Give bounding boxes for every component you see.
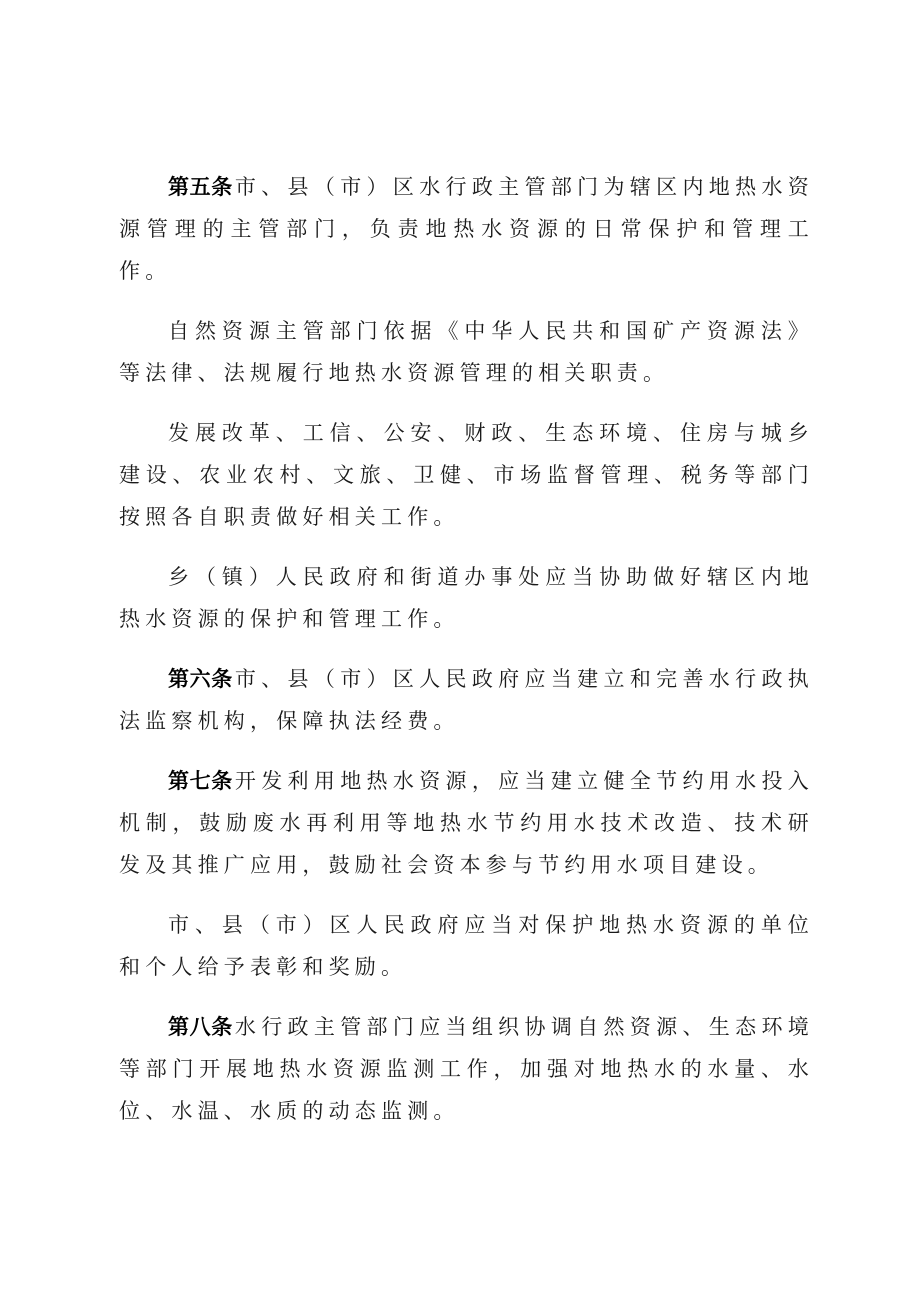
article-7-heading: 第七条 xyxy=(168,769,233,793)
article-5-text: 市、县（市）区水行政主管部门为辖区内地热水资源管理的主管部门，负责地热水资源的日常保护和管理工作。 xyxy=(119,175,814,283)
natural-resources-paragraph xyxy=(119,310,814,394)
departments-text: 发展改革、工信、公安、财政、生态环境、住房与城乡建设、农业农村、文旅、卫健、市场监督管理、税务等部门按照各自职责做好相关工作。 xyxy=(119,421,814,529)
article-8-paragraph xyxy=(119,1006,814,1132)
departments-paragraph xyxy=(119,412,814,538)
commendation-text: 市、县（市）区人民政府应当对保护地热水资源的单位和个人给予表彰和奖励。 xyxy=(119,913,814,979)
natural-resources-text: 自然资源主管部门依据《中华人民共和国矿产资源法》等法律、法规履行地热水资源管理的相关职责。 xyxy=(119,319,814,385)
article-8-heading: 第八条 xyxy=(168,1015,233,1039)
article-8-text: 水行政主管部门应当组织协调自然资源、生态环境等部门开展地热水资源监测工作，加强对地热水的水量、水位、水温、水质的动态监测。 xyxy=(119,1015,814,1123)
township-paragraph xyxy=(119,556,814,640)
article-7-paragraph xyxy=(119,760,814,886)
commendation-paragraph xyxy=(119,904,814,988)
article-5-paragraph xyxy=(119,166,814,292)
article-5-heading: 第五条 xyxy=(168,175,233,199)
township-text: 乡（镇）人民政府和街道办事处应当协助做好辖区内地热水资源的保护和管理工作。 xyxy=(119,565,814,631)
article-6-paragraph xyxy=(119,658,814,742)
article-6-text: 市、县（市）区人民政府应当建立和完善水行政执法监察机构，保障执法经费。 xyxy=(119,667,814,733)
article-6-heading: 第六条 xyxy=(168,667,233,691)
article-7-text: 开发利用地热水资源，应当建立健全节约用水投入机制，鼓励废水再利用等地热水节约用水技术改造、技术研发及其推广应用，鼓励社会资本参与节约用水项目建设。 xyxy=(119,769,814,877)
document-page xyxy=(119,166,814,1150)
